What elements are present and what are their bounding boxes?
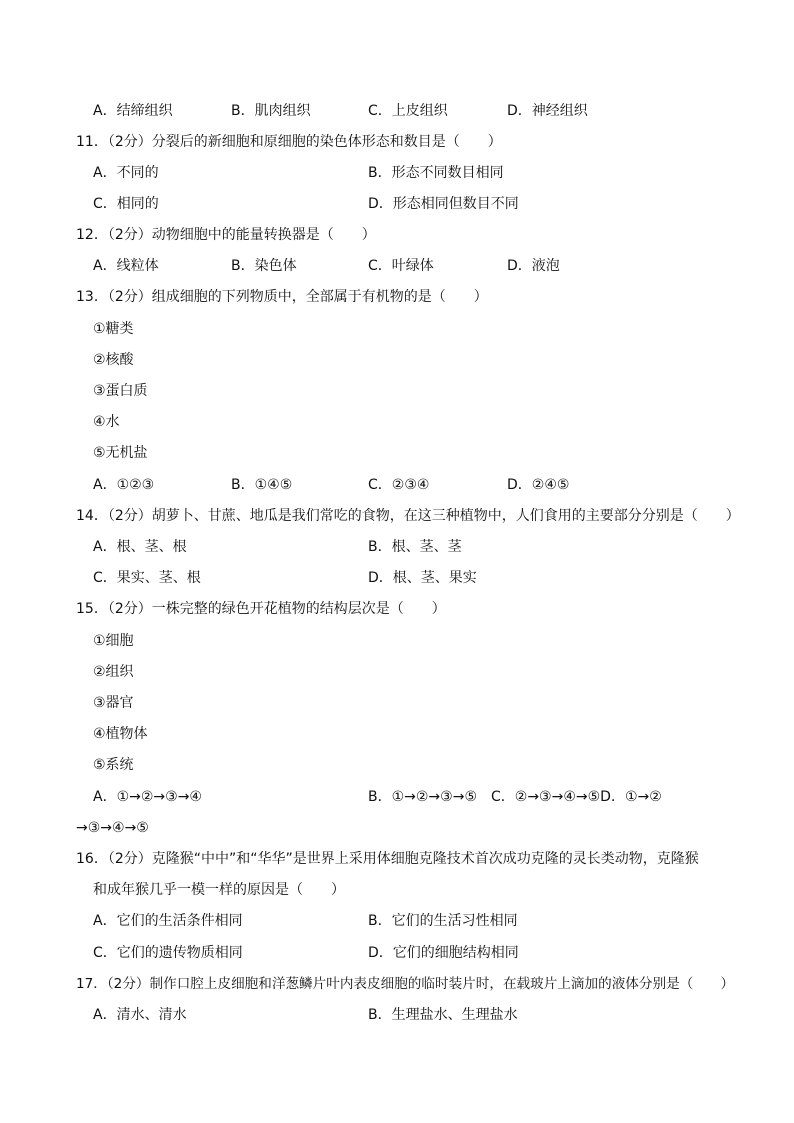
q15-item-2: ②组织 (93, 664, 134, 680)
q17-stem: 17．（2分）制作口腔上皮细胞和洋葱鳞片叶内表皮细胞的临时装片时，在载玻片上滴加的液体分别是（ ） (76, 976, 735, 992)
q15-options-bcd: B．①→②→③→⑤ C．②→③→④→⑤D．①→② (368, 789, 662, 805)
q13-item-1: ①糖类 (93, 321, 134, 337)
q16-option-d: D．它们的细胞结构相同 (368, 945, 519, 961)
q16-option-b: B．它们的生活习性相同 (368, 913, 518, 929)
q16-stem-line1: 16．（2分）克隆猴“中中”和“华华”是世界上采用体细胞克隆技术首次成功克隆的灵长类动物，克隆猴 (76, 851, 699, 867)
q15-item-1: ①细胞 (93, 633, 134, 649)
q13-item-3: ③蛋白质 (93, 383, 148, 399)
q15-item-5: ⑤系统 (93, 757, 134, 773)
q10-option-c: C．上皮组织 (368, 103, 448, 119)
q13-stem: 13．（2分）组成细胞的下列物质中，全部属于有机物的是（ ） (76, 289, 488, 305)
q13-item-5: ⑤无机盐 (93, 445, 148, 461)
q10-option-a: A．结缔组织 (93, 103, 173, 119)
q11-option-a: A．不同的 (93, 165, 159, 181)
q15-item-3: ③器官 (93, 695, 134, 711)
q10-option-d: D．神经组织 (507, 103, 588, 119)
q15-option-a: A．①→②→③→④ (93, 789, 202, 805)
q14-option-a: A．根、茎、根 (93, 539, 187, 555)
q16-option-a: A．它们的生活条件相同 (93, 913, 243, 929)
q16-stem-line2: 和成年猴几乎一模一样的原因是（ ） (93, 882, 345, 898)
q15-stem: 15．（2分）一株完整的绿色开花植物的结构层次是（ ） (76, 601, 446, 617)
q13-option-c: C．②③④ (368, 477, 430, 493)
q14-stem: 14．（2分）胡萝卜、甘蔗、地瓜是我们常吃的食物，在这三种植物中，人们食用的主要部分分别是（ ） (76, 508, 740, 524)
q12-option-d: D．液泡 (507, 258, 560, 274)
q15-item-4: ④植物体 (93, 726, 148, 742)
q10-option-b: B．肌肉组织 (231, 103, 311, 119)
q11-stem: 11．（2分）分裂后的新细胞和原细胞的染色体形态和数目是（ ） (76, 134, 502, 150)
q17-option-a: A．清水、清水 (93, 1007, 187, 1023)
q12-option-b: B．染色体 (231, 258, 297, 274)
q11-option-c: C．相同的 (93, 196, 159, 212)
q14-option-b: B．根、茎、茎 (368, 539, 462, 555)
q13-option-b: B．①④⑤ (231, 477, 293, 493)
q17-option-b: B．生理盐水、生理盐水 (368, 1007, 518, 1023)
q12-option-a: A．线粒体 (93, 258, 159, 274)
q13-option-a: A．①②③ (93, 477, 155, 493)
q13-option-d: D．②④⑤ (507, 477, 570, 493)
q14-option-c: C．果实、茎、根 (93, 570, 201, 586)
q13-item-2: ②核酸 (93, 352, 134, 368)
q16-option-c: C．它们的遗传物质相同 (93, 945, 243, 961)
q13-item-4: ④水 (93, 414, 120, 430)
q12-stem: 12．（2分）动物细胞中的能量转换器是（ ） (76, 227, 376, 243)
q12-option-c: C．叶绿体 (368, 258, 434, 274)
q14-option-d: D．根、茎、果实 (368, 570, 477, 586)
q15-option-d-continued: →③→④→⑤ (76, 820, 149, 836)
q11-option-d: D．形态相同但数目不同 (368, 196, 519, 212)
q11-option-b: B．形态不同数目相同 (368, 165, 504, 181)
